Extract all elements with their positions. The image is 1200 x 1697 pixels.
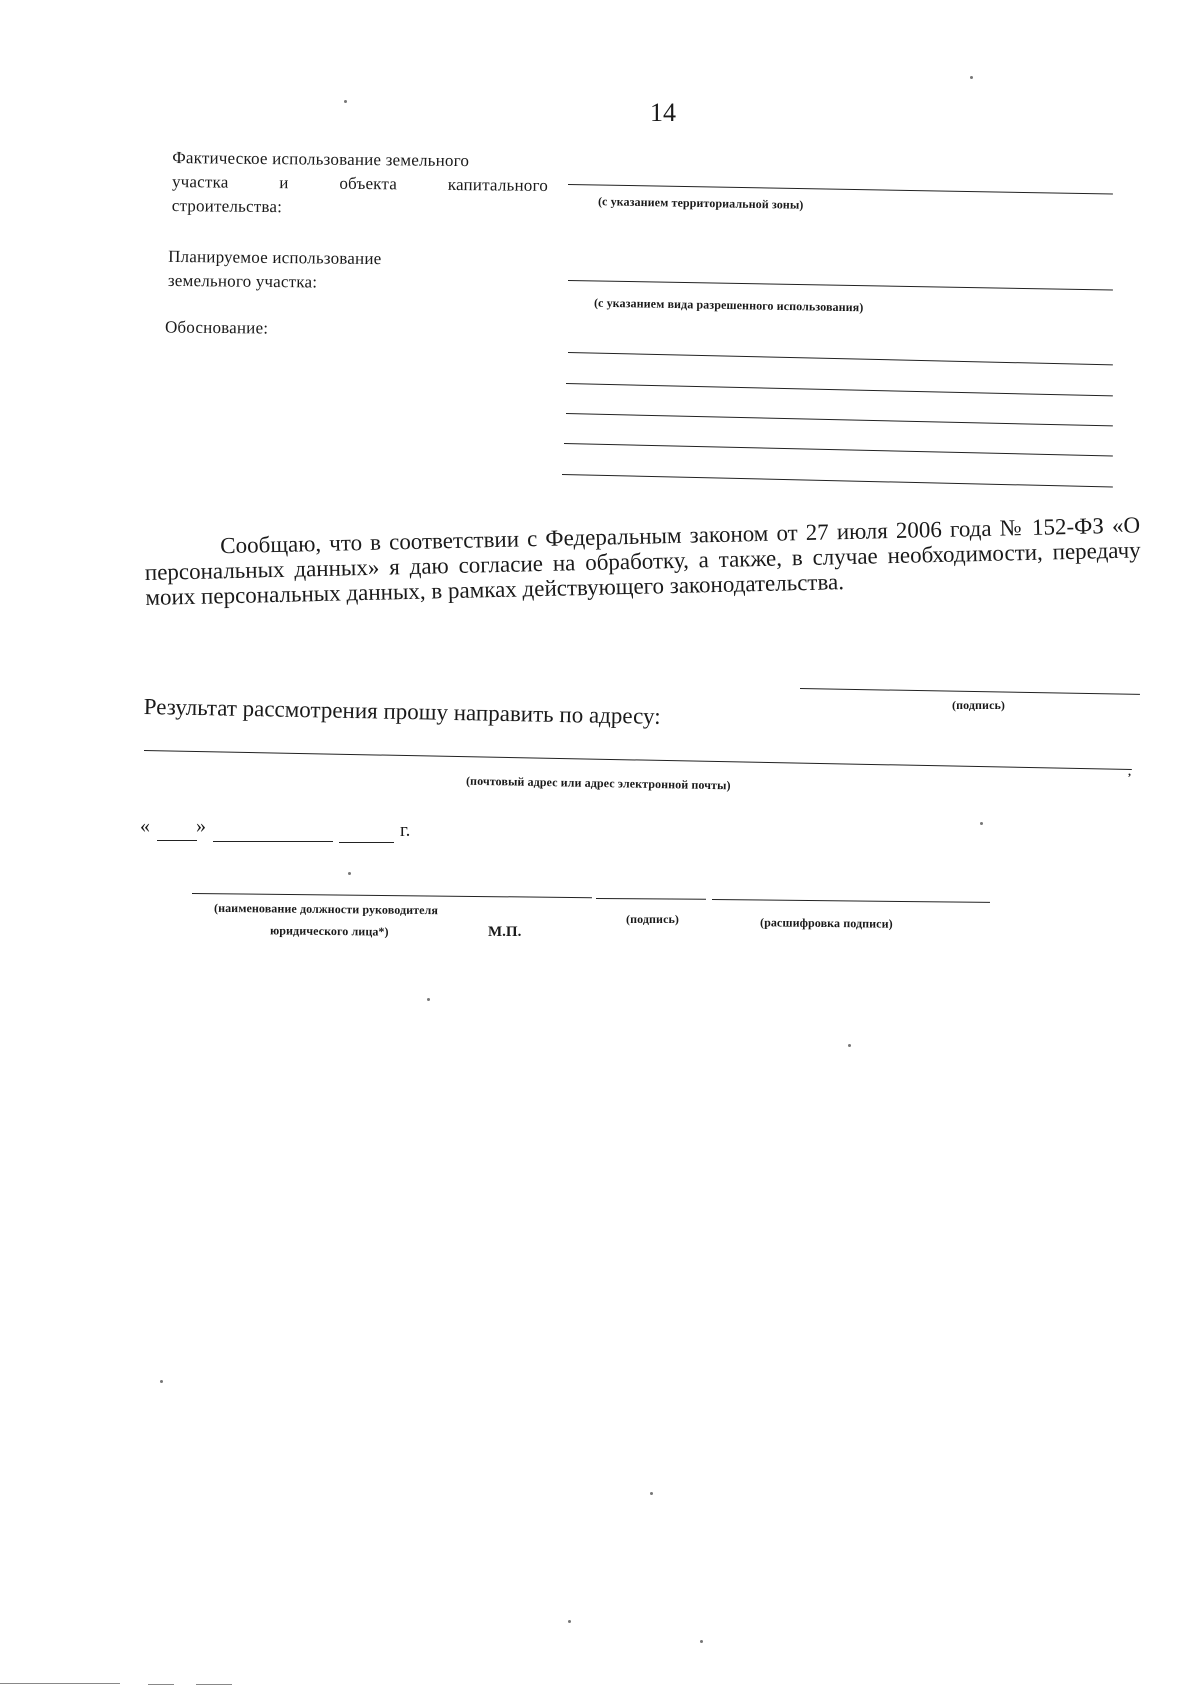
planned-use-caption: (с указанием вида разрешенного использования) [593,295,864,315]
scan-speck [348,872,351,875]
date-close-quote: » [196,815,206,837]
scan-speck [980,822,983,825]
signature-decoding-caption: (расшифровка подписи) [759,915,893,931]
result-address-trailing-mark: , [1128,764,1132,778]
date-year-suffix: г. [400,820,411,841]
actual-use-word-4: капитального [447,174,549,195]
scan-speck [427,998,430,1001]
actual-use-label [172,146,549,222]
planned-use-label [168,245,382,295]
stamp-label: М.П. [488,924,522,940]
page-number: 14 [650,98,676,127]
justification-line-2[interactable] [566,383,1113,396]
planned-use-label-line1: Планируемое использование [168,246,382,269]
justification-line-1[interactable] [568,352,1113,365]
actual-use-word-1: участка [171,172,229,192]
actual-use-input-line[interactable] [568,184,1113,195]
scan-speck [568,1620,571,1623]
consent-text: Сообщаю, что в соответствии с Федеральным законом от 27 июля 2006 года № 152-ФЗ «О персональных данных» я даю согласие на обработку, а также, в случае необходимости, передачу моих персональных данных, в рамках действующего законодательства. [144,512,1141,610]
applicant-signature-caption: (подпись) [952,698,1006,712]
position-line[interactable] [192,893,592,898]
scan-edge-mark [0,1683,120,1684]
position-caption-line1: (наименование должности руководителя [213,900,439,918]
scan-speck [160,1380,163,1383]
planned-use-label-line2: земельного участка: [167,270,318,292]
position-caption-line2: юридического лица*) [269,923,389,939]
scan-edge-mark [196,1684,232,1685]
scan-speck [650,1492,653,1495]
result-address-text: Результат рассмотрения прошу направить по адресу: [143,694,661,729]
footer-signature-caption: (подпись) [626,912,680,926]
justification-line-3[interactable] [566,413,1113,426]
scan-speck [344,100,347,103]
scan-speck [700,1640,703,1643]
applicant-signature-line[interactable] [800,688,1140,695]
date-open-quote: « [140,815,150,837]
result-address-line[interactable] [144,750,1132,770]
actual-use-word-2: и [279,173,289,193]
justification-line-4[interactable] [564,443,1113,456]
scan-speck [970,76,973,79]
scan-edge-mark [148,1684,174,1685]
actual-use-word-3: объекта [339,173,398,194]
justification-line-5[interactable] [562,474,1113,488]
actual-use-label-line3: строительства: [171,196,283,217]
date-day-field[interactable] [157,840,197,841]
actual-use-caption: (с указанием территориальной зоны) [597,194,804,212]
justification-label: Обоснование: [164,317,269,338]
planned-use-input-line[interactable] [568,280,1113,291]
result-address-caption: (почтовый адрес или адрес электронной почты) [465,773,731,793]
actual-use-label-line1: Фактическое использование земельного [172,148,470,171]
date-year-field[interactable] [339,842,394,843]
signature-decoding-line[interactable] [712,899,990,903]
date-month-field[interactable] [213,841,333,842]
footer-signature-line[interactable] [596,898,706,900]
scan-speck [848,1044,851,1047]
consent-paragraph [144,512,1141,610]
